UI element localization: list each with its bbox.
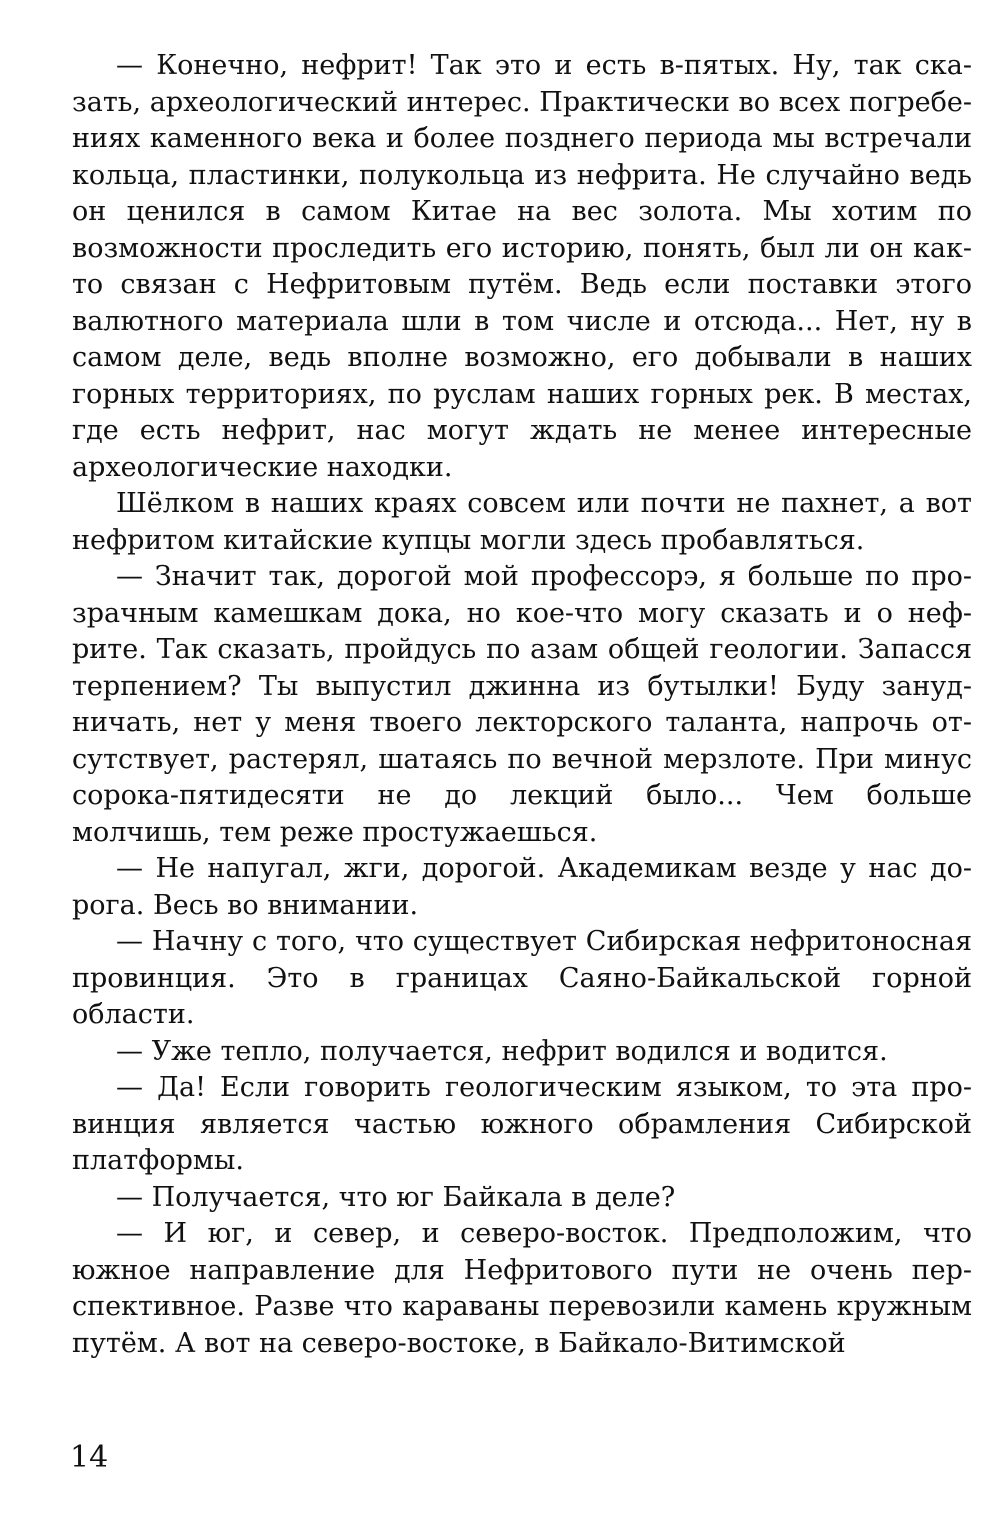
paragraph-8: — Получается, что юг Байкала в деле? <box>116 1181 676 1213</box>
paragraph-3: — Значит так, дорогой мой профессорэ, я больше по прозрачным камешкам дока, но кое-что могу сказать и о нефрите. Так сказать, пройдусь по азам общей геологии. Запасся терпением? Ты выпустил джинна из бутылки! Буду занудничать, нет у меня твоего лекторского таланта, напрочь отсутствует, растерял, шатаясь по вечной мерзлоте. При минус сорока-пятидесяти не до лекций было... Чем больше молчишь, тем реже простужаешься. <box>72 561 972 848</box>
page-number: 14 <box>70 1440 109 1475</box>
paragraph-7: — Да! Если говорить геологическим языком, то эта провинция является частью южного обрамления Сибирской платформы. <box>72 1072 972 1176</box>
paragraph-6: — Уже тепло, получается, нефрит водился и водится. <box>116 1035 888 1067</box>
paragraph-9: — И юг, и север, и северо-восток. Предположим, что южное направление для Нефритового пути не очень перспективное. Разве что караваны перевозили камень кружным путём. А вот на северо-востоке, в Байкало-Витимской <box>72 1218 972 1359</box>
paragraph-4: — Не напугал, жги, дорогой. Академикам везде у нас дорога. Весь во внимании. <box>72 853 972 921</box>
paragraph-5: — Начну с того, что существует Сибирская нефритоносная провинция. Это в границах Саяно-Байкальской горной области. <box>72 926 972 1030</box>
paragraph-2: Шёлком в наших краях совсем или почти не пахнет, а вот нефритом китайские купцы могли здесь пробавляться. <box>72 488 972 556</box>
body-text <box>72 48 972 1362</box>
paragraph-1: — Конечно, нефрит! Так это и есть в-пятых. Ну, так сказать, археологический интерес. Практически во всех погребениях каменного века и более позднего периода мы встречали кольца, пластинки, полукольца из нефрита. Не случайно ведь он ценился в самом Китае на вес золота. Мы хотим по возможности проследить его историю, понять, был ли он как-то связан с Нефритовым путём. Ведь если поставки этого валютного материала шли в том числе и отсюда... Нет, ну в самом деле, ведь вполне возможно, его добывали в наших горных территориях, по руслам наших горных рек. В местах, где есть нефрит, нас могут ждать не менее интересные археологические находки. <box>72 50 972 483</box>
